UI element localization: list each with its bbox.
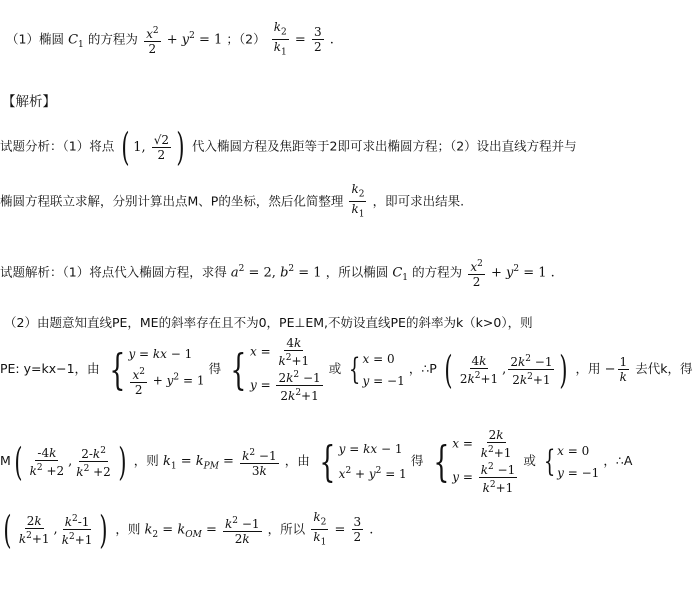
point-A: ( 2k $k^2+1$ , $k^2-1$ $k^2+1$ ) <box>3 507 108 552</box>
point-P: ( 4k $2k^2+1$ , $2k^2 -1$ $2k^2+1$ ) <box>444 347 568 392</box>
solution-system-1: { x = $\frac{4k}{k^2+1}$ y = $\frac{2k^2 -1}{2k^2+1}$ <box>230 336 321 403</box>
solution-line-1: 试题解析：（1）将点代入椭圆方程，求得 $a^2 = 2$, $b^2 = 1$ ，所以椭圆 $C_1$ 的方程为 $\frac{x^2}{2}$ + $y^2 = 1$ . <box>0 259 555 289</box>
fraction-k2-over-k1: $\frac{k_2}{k_1}$ <box>273 20 287 58</box>
point-M: ( -4k $k^2 +2$ , $2-k^2$ $k^2 +2$ ) <box>14 439 127 484</box>
solution-system-2: { x = $\frac{2k}{k^2+1}$ y = $\frac{k^2 -1}{k^2+1}$ <box>432 428 516 495</box>
analysis-line-1: 试题分析：（1）将点 ( 1, √2 2 ) 代入椭圆方程及焦距等于2即可求出椭圆方程；（2）设出直线方程并与 <box>0 125 577 169</box>
solution-line-5: ( 2k $k^2+1$ , $k^2-1$ $k^2+1$ ) ，则 $k_2 = k_{OM}$ = $\frac{k^2 -1}{2k}$ ，所以 $\frac{k_2}{k_1}$ = $\frac{3}{2}$ . <box>0 510 373 550</box>
equation-system-1: { y = kx − 1 $\frac{x^2}{2}$ + $y^2 = 1$ <box>109 344 205 397</box>
answer-part1: （1）椭圆 <box>6 31 64 47</box>
solution-line-3: PE: y=kx−1，由 { y = kx − 1 $\frac{x^2}{2}$ + $y^2 = 1$ 得 { x = $\frac{4k}{k^2+1}$ y = $\frac{2k^2 -1}{2k^2+1}$ 或 { x = 0 y = −1 ，∴P ( 4k $2k^2+1$ , $2k^2 -1$ $2k^2+1$ ) ，用 − $\frac{1}{k}$ 去代k，得 <box>0 336 693 403</box>
section-heading: 【解析】 <box>2 94 56 110</box>
answer-line: （1）椭圆 $C_1$ 的方程为 $\frac{x^2}{2}$ + $y^2 = 1$ ；（2） $\frac{k_2}{k_1}$ = $\frac{3}{2}$ . <box>6 20 334 58</box>
answer-sep: ；（2） <box>226 31 266 47</box>
answer-part1b: 的方程为 <box>87 31 138 47</box>
equation-system-2: { y = kx − 1 $x^2 + y^2 = 1$ <box>319 436 407 486</box>
fraction-x2-over-2: $\frac{x^2}{2}$ <box>146 25 159 56</box>
solution-line-4: M ( -4k $k^2 +2$ , $2-k^2$ $k^2 +2$ ) ，则 $k_1 = k_{PM}$ = $\frac{k^2 -1}{3k}$ ，由 { y = kx − 1 $x^2 + y^2 = 1$ 得 { x = $\frac{2k}{k^2+1}$ y = $\frac{k^2 -1}{k^2+1}$ 或 { x = 0 y = −1 ，∴A <box>0 428 633 495</box>
solution-line-2: （2）由题意知直线PE，ME的斜率存在且不为0，PE⊥EM,不妨设直线PE的斜率为k（k>0），则 <box>4 315 533 330</box>
analysis-line-2: 椭圆方程联立求解，分别计算出点M、P的坐标，然后化简整理 $\frac{k_2}{k_1}$ ，即可求出结果. <box>0 182 465 220</box>
point-coordinates: ( 1, √2 2 ) <box>121 125 185 169</box>
fraction-3-over-2: $\frac{3}{2}$ <box>313 25 322 55</box>
